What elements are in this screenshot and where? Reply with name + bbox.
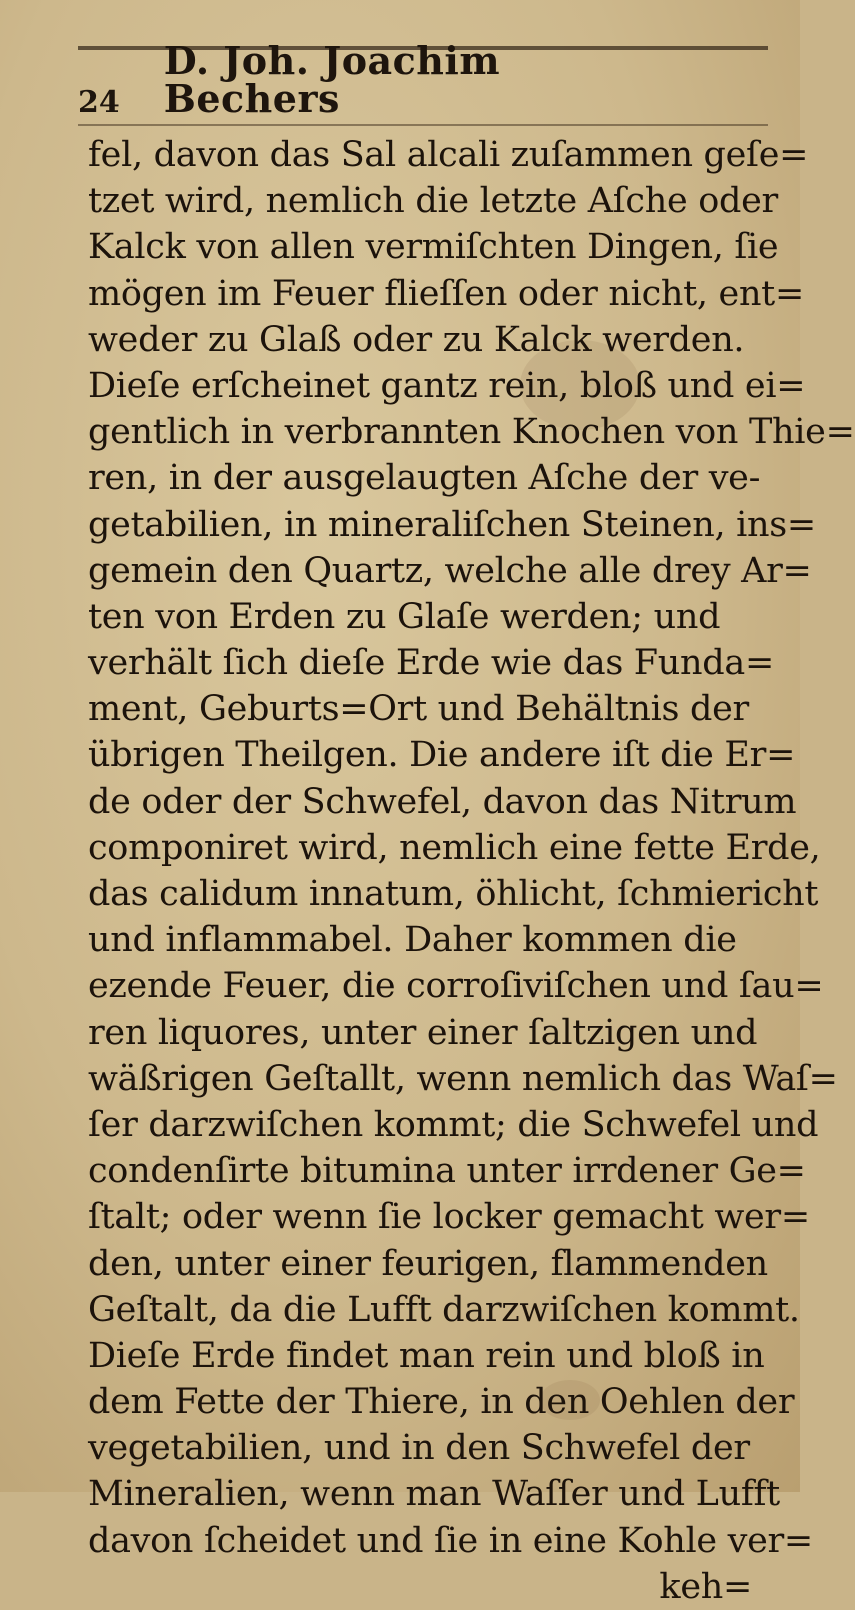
text-line: de oder der Schwefel, davon das Nitrum [88,781,797,822]
text-line: tzet wird, nemlich die letzte Aſche oder [88,181,778,222]
text-line: ſer darzwiſchen kommt; die Schwefel und [88,1104,819,1145]
text-line: Mineralien, wenn man Waſſer und Lufft [88,1474,780,1515]
running-title: D. Joh. Joachim Bechers [163,38,501,121]
text-line: dem Fette der Thiere, in den Oehlen der [88,1382,795,1423]
text-line: weder zu Glaß oder zu Kalck werden. [88,319,745,360]
page-header [78,38,678,121]
text-line: ment, Geburts=Ort und Behältnis der [88,689,749,730]
text-line: vegetabilien, und in den Schwefel der [88,1428,750,1469]
text-line: ten von Erden zu Glaſe werden; und [88,596,721,637]
text-line: gemein den Quartz, welche alle drey Ar= [88,550,812,591]
text-line: den, unter einer feurigen, flammenden [88,1243,768,1284]
text-line: ezende Feuer, die corroſiviſchen und ſau= [88,966,824,1007]
text-line: Kalck von allen vermiſchten Dingen, ſie [88,227,779,268]
text-line: fel, davon das Sal alcali zuſammen geſe= [88,135,809,175]
text-line: condenſirte bitumina unter irrdener Ge= [88,1151,806,1192]
text-line: und inflammabel. Daher kommen die [88,920,737,961]
page-number: 24 [78,85,120,120]
text-line: wäßrigen Geſtallt, wenn nemlich das Waſ= [88,1058,838,1099]
text-line: Geſtalt, da die Lufft darzwiſchen kommt. [88,1289,800,1330]
catchword: keh= [659,1566,752,1607]
text-line: davon ſcheidet und ſie in eine Kohle ver= [88,1520,813,1561]
text-line: Dieſe erſcheinet gantz rein, bloß und ei= [88,365,806,406]
text-line: ſtalt; oder wenn ſie locker gemacht wer= [88,1197,810,1238]
text-line: componiret wird, nemlich eine fette Erde, [88,827,821,868]
text-line: ren liquores, unter einer ſaltzigen und [88,1012,758,1053]
text-line: getabilien, in mineraliſchen Steinen, ins= [88,504,816,545]
text-line: verhält ſich dieſe Erde wie das Funda= [88,643,774,684]
text-line: mögen im Feuer flieſſen oder nicht, ent= [88,273,804,314]
text-line: Dieſe Erde findet man rein und bloß in [88,1335,765,1376]
text-line: gentlich in verbrannten Knochen von Thie= [88,412,855,453]
text-line: übrigen Theilgen. Die andere iſt die Er= [88,735,796,776]
header-rule [78,124,768,126]
text-line: das calidum innatum, öhlicht, ſchmiericht [88,874,819,914]
body-text [88,132,855,1610]
text-line: ren, in der ausgelaugten Aſche der ve- [88,458,761,499]
